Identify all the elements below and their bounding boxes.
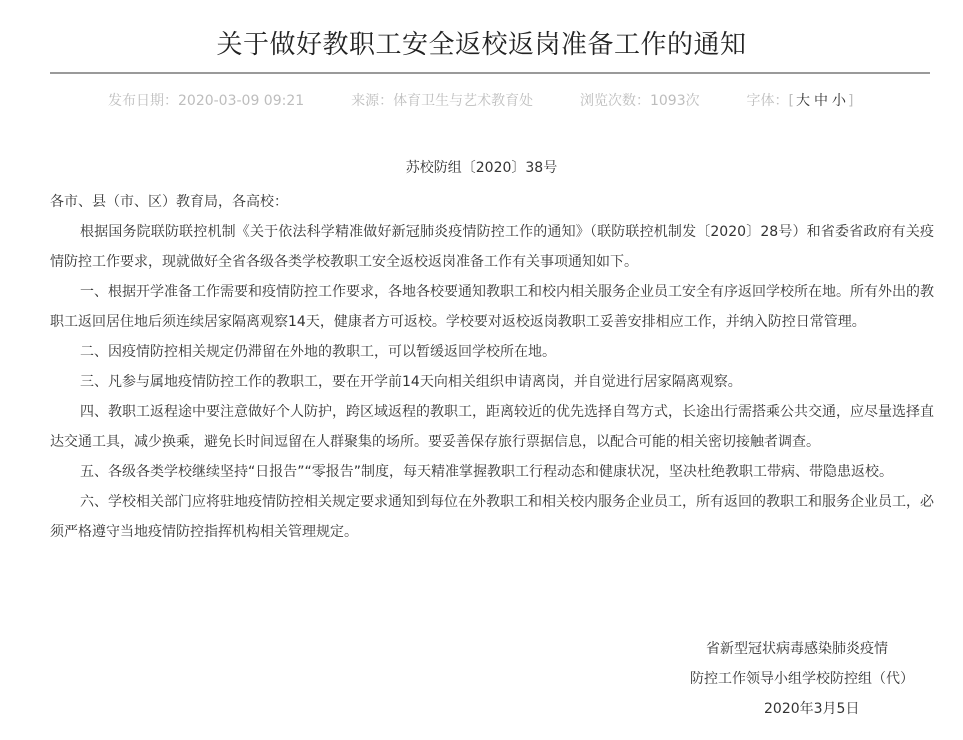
paragraph-item-4: 四、教职工返程途中要注意做好个人防护，跨区域返程的教职工，距离较近的优先选择自驾方式，长途出行需搭乘公共交通，应尽量选择直达交通工具，减少换乘，避免长时间逗留在人群聚集的场所。要妥善保存旅行票据信息，以配合可能的相关密切接触者调查。 (50, 404, 934, 450)
font-size-label: 字体： (746, 93, 789, 109)
font-size-small-button[interactable]: 小 (832, 93, 846, 109)
views-count: 1093次 (649, 93, 700, 109)
views-label: 浏览次数： (579, 93, 650, 109)
paragraph-intro: 根据国务院联防联控机制《关于依法科学精准做好新冠肺炎疫情防控工作的通知》（联防联控机制发〔2020〕28号）和省委省政府有关疫情防控工作要求，现就做好全省各级各类学校教职工安全返校返岗准备工作有关事项通知如下。 (50, 224, 934, 270)
font-size-large-button[interactable]: 大 (796, 93, 810, 109)
publish-date: 2020-03-09 09:21 (178, 93, 305, 109)
paragraph-item-3: 三、凡参与属地疫情防控工作的教职工，要在开学前14天向相关组织申请离岗，并自觉进行居家隔离观察。 (80, 374, 742, 390)
signature-org-line-2: 防控工作领导小组学校防控组（代） (690, 671, 914, 687)
paragraph-item-1: 一、根据开学准备工作需要和疫情防控工作要求，各地各校要通知教职工和校内相关服务企业员工安全有序返回学校所在地。所有外出的教职工返回居住地后须连续居家隔离观察14天，健康者方可返校。学校要对返校返岗教职工妥善安排相应工作，并纳入防控日常管理。 (50, 284, 934, 330)
document-number: 苏校防组〔2020〕38号 (405, 160, 558, 176)
paragraph-item-2: 二、因疫情防控相关规定仍滞留在外地的教职工，可以暂缓返回学校所在地。 (80, 344, 556, 360)
page-title: 关于做好教职工安全返校返岗准备工作的通知 (216, 30, 747, 60)
signature-org-line-1: 省新型冠状病毒感染肺炎疫情 (706, 641, 888, 657)
source-label: 来源： (351, 93, 394, 109)
font-size-medium-button[interactable]: 中 (814, 93, 828, 109)
paragraph-item-6: 六、学校相关部门应将驻地疫情防控相关规定要求通知到每位在外教职工和相关校内服务企业员工，所有返回的教职工和服务企业员工，必须严格遵守当地疫情防控指挥机构相关管理规定。 (50, 494, 934, 540)
font-size-bracket-open: [ (788, 93, 794, 109)
title-divider (50, 72, 930, 74)
meta-bar (108, 90, 853, 110)
paragraph-item-5: 五、各级各类学校继续坚持“日报告”“零报告”制度，每天精准掌握教职工行程动态和健康状况，坚决杜绝教职工带病、带隐患返校。 (80, 464, 894, 480)
source-value: 体育卫生与艺术教育处 (393, 93, 534, 109)
signature-date: 2020年3月5日 (764, 701, 860, 717)
font-size-bracket-close: ] (848, 93, 854, 109)
notice-body (50, 187, 934, 547)
salutation: 各市、县（市、区）教育局，各高校： (50, 194, 288, 210)
publish-date-label: 发布日期： (108, 93, 178, 109)
